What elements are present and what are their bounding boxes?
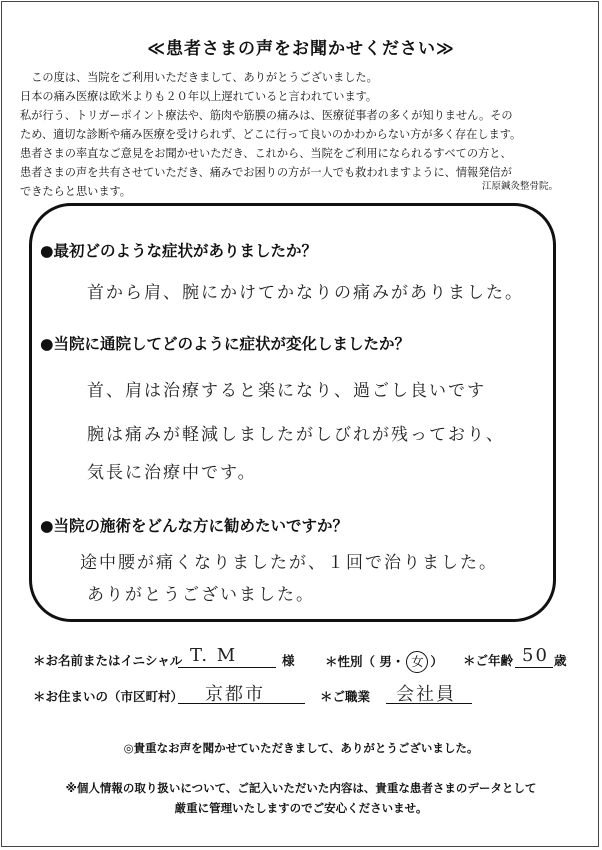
intro-line: ため、適切な診断や痛み医療を受けられず、どこに行って良いのかわからない方が多く存在します。 bbox=[20, 128, 522, 141]
name-underline bbox=[178, 667, 276, 668]
age-label: ＊ご年齢 bbox=[463, 653, 514, 668]
question-1: ●最初どのような症状がありましたか？ bbox=[40, 242, 318, 260]
clinic-signature: 江原鍼灸整骨院。 bbox=[481, 181, 558, 192]
sama-label: 様 bbox=[282, 653, 295, 668]
name-value[interactable]: T. M bbox=[190, 645, 238, 666]
age-value[interactable]: 50 bbox=[522, 645, 549, 666]
address-value[interactable]: 京都市 bbox=[205, 684, 265, 705]
job-value[interactable]: 会社員 bbox=[396, 684, 456, 705]
address-underline bbox=[178, 703, 305, 704]
answer-3-line: 途中腰が痛くなりましたが、１回で治りました。 bbox=[80, 553, 498, 573]
job-underline bbox=[386, 703, 472, 704]
intro-line: できたらと思います。 bbox=[20, 185, 131, 198]
intro-line: 私が行う、トリガーポイント療法や、筋肉や筋膜の痛みは、医療従事者の多くが知りません。その bbox=[20, 109, 513, 122]
intro-line: 日本の痛み医療は欧米よりも２０年以上遅れていると言われています。 bbox=[20, 90, 378, 103]
answer-2-line: 気長に治療中です。 bbox=[87, 463, 257, 483]
job-label: ＊ご職業 bbox=[320, 689, 371, 704]
privacy-note-line2: 厳重に管理いたしますのでご安心くださいませ。 bbox=[174, 801, 428, 815]
gender-female-selected[interactable]: 女 bbox=[406, 651, 428, 673]
gender-close: ） bbox=[430, 654, 443, 669]
answer-3-line: ありがとうございました。 bbox=[87, 585, 315, 605]
thanks-note: ◎貴重なお声を聞かせていただきまして、ありがとうございました。 bbox=[123, 741, 479, 755]
question-2: ●当院に通院してどのように症状が変化しましたか？ bbox=[40, 335, 411, 353]
age-underline bbox=[515, 667, 553, 668]
gender-label: ＊性別（ bbox=[325, 654, 376, 669]
intro-line: この度は、当院をご利用いただきまして、ありがとうございました。 bbox=[20, 71, 378, 84]
answer-2-line: 腕は痛みが軽減しましたがしびれが残っており、 bbox=[87, 425, 505, 445]
intro-line: 患者さまの声を共有させていただき、痛みでお困りの方が一人でも救われますように、情報発信が bbox=[20, 166, 512, 179]
name-label: ＊お名前またはイニシャル bbox=[33, 653, 183, 668]
answer-1-line: 首から肩、腕にかけてかなりの痛みがありました。 bbox=[87, 283, 524, 303]
address-label: ＊お住まいの（市区町村） bbox=[33, 689, 184, 704]
question-3: ●当院の施術をどんな方に勧めたいですか？ bbox=[40, 517, 349, 535]
intro-line: 患者さまの率直なご意見をお聞かせいただき、これから、当院をご利用になられるすべての方と、 bbox=[20, 147, 512, 160]
gender-male[interactable]: 男・ bbox=[379, 654, 405, 669]
age-unit: 歳 bbox=[554, 653, 567, 668]
questionnaire-box bbox=[29, 203, 556, 622]
privacy-note-line1: ※個人情報の取り扱いについて、ご記入いただいた内容は、貴重な患者さまのデータとして bbox=[65, 781, 537, 795]
answer-2-line: 首、肩は治療すると楽になり、過ごし良いです bbox=[87, 381, 486, 401]
gender-field bbox=[325, 651, 443, 673]
page-title: ≪患者さまの声をお聞かせください≫ bbox=[147, 39, 455, 59]
